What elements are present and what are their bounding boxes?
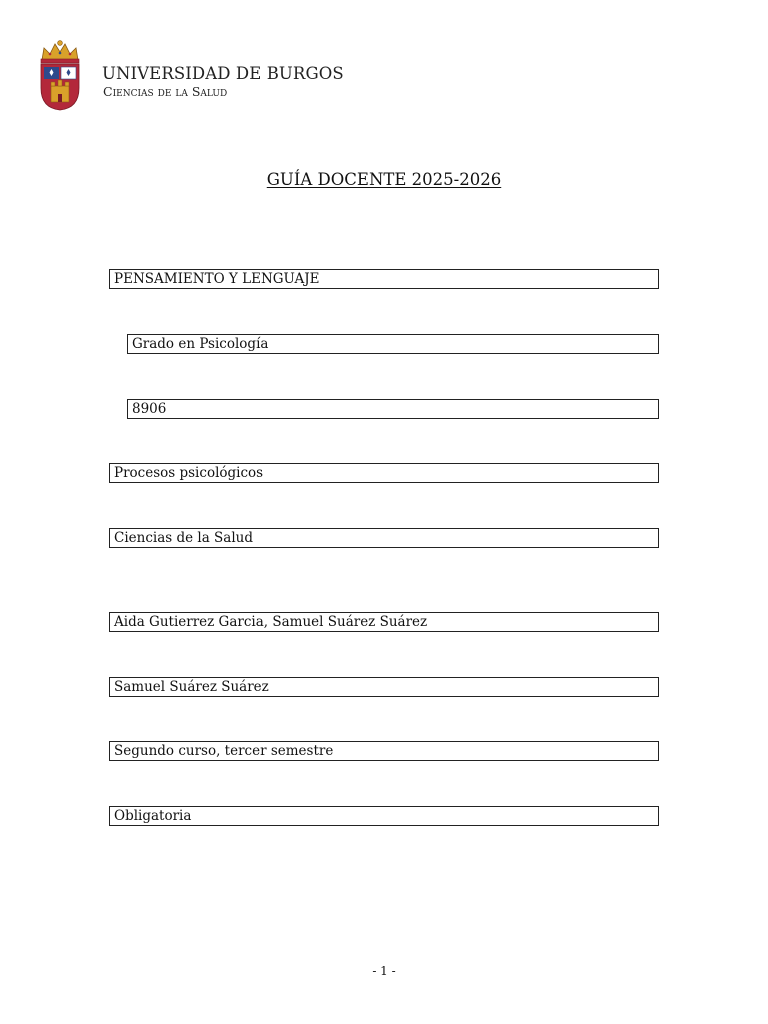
field-year-semester: Segundo curso, tercer semestre [109, 741, 659, 761]
university-name: UNIVERSIDAD DE BURGOS [102, 64, 344, 83]
field-degree: Grado en Psicología [127, 334, 659, 354]
document-title: GUÍA DOCENTE 2025-2026 [266, 170, 502, 189]
field-faculty: Ciencias de la Salud [109, 528, 659, 548]
field-module: Procesos psicológicos [109, 463, 659, 483]
page-number: - 1 - [372, 964, 396, 978]
field-coordinator: Samuel Suárez Suárez [109, 677, 659, 697]
field-lecturers: Aida Gutierrez Garcia, Samuel Suárez Suárez [109, 612, 659, 632]
university-crest-icon [36, 38, 84, 112]
field-course-name: PENSAMIENTO Y LENGUAJE [109, 269, 659, 289]
faculty-name: Ciencias de la Salud [103, 84, 228, 99]
field-course-code: 8906 [127, 399, 659, 419]
field-course-type: Obligatoria [109, 806, 659, 826]
